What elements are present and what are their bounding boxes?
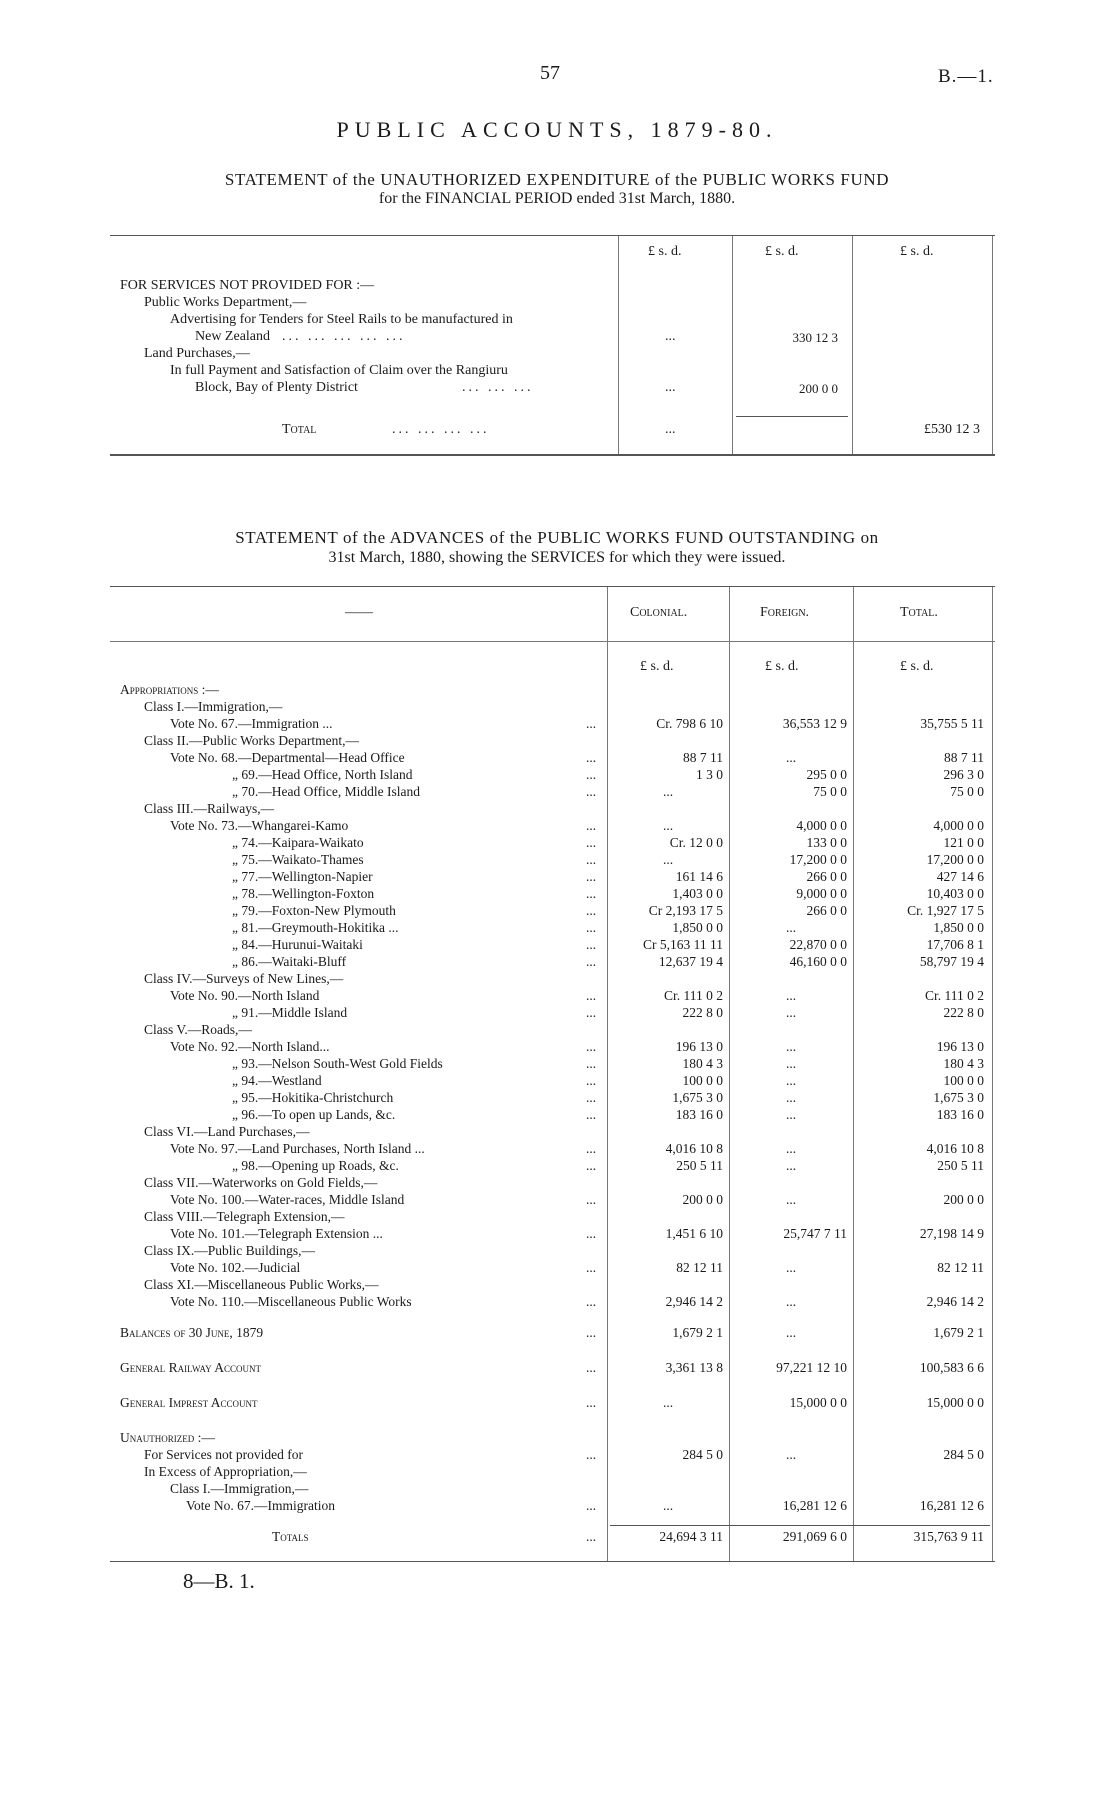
total-amount: 121 0 0	[943, 835, 984, 850]
section-label: FOR SERVICES NOT PROVIDED FOR :—	[120, 278, 375, 293]
leader-dots: ...	[586, 1192, 597, 1207]
colonial-amount: 284 5 0	[682, 1447, 723, 1462]
colonial-amount: 1,679 2 1	[672, 1325, 723, 1340]
advances-outstanding-table	[110, 586, 995, 1562]
leader-dots: ...	[586, 869, 597, 884]
lsd-header-colonial: £ s. d.	[640, 659, 674, 674]
land-label: Land Purchases,—	[144, 346, 250, 361]
col-header-1: £ s. d.	[648, 244, 682, 259]
foreign-amount: ...	[785, 1141, 797, 1156]
leader-dots: ...	[586, 903, 597, 918]
colonial-amount: 222 8 0	[682, 1005, 723, 1020]
leader-dots: ...	[586, 1158, 597, 1173]
ellipsis: ...	[665, 380, 676, 395]
row-label: „ 75.—Waikato-Thames	[232, 852, 364, 867]
foreign-amount: ...	[785, 1039, 797, 1054]
lsd-header-total: £ s. d.	[900, 659, 934, 674]
row-label: Vote No. 67.—Immigration ...	[170, 716, 333, 731]
row-label: Class XI.—Miscellaneous Public Works,—	[144, 1277, 379, 1292]
ellipsis: ...	[665, 329, 676, 344]
leader-dots: ...	[586, 784, 597, 799]
foreign-amount: 266 0 0	[806, 869, 847, 884]
total-amount: 196 13 0	[936, 1039, 984, 1054]
page-number: 57	[540, 62, 560, 84]
statement1-subtitle: for the FINANCIAL PERIOD ended 31st March, 1880.	[378, 190, 736, 207]
total-amount: 315,763 9 11	[913, 1529, 984, 1544]
foreign-amount: 4,000 0 0	[796, 818, 847, 833]
lsd-header-foreign: £ s. d.	[765, 659, 799, 674]
colonial-amount: ...	[662, 1395, 674, 1410]
row-label: „ 93.—Nelson South-West Gold Fields	[232, 1056, 443, 1071]
colonial-amount: 24,694 3 11	[659, 1529, 723, 1544]
colonial-amount: 161 14 6	[675, 869, 723, 884]
total-amount: £530 12 3	[924, 422, 980, 437]
colonial-amount: ...	[662, 784, 674, 799]
total-amount: 15,000 0 0	[926, 1395, 984, 1410]
leader-dots: ...	[586, 1260, 597, 1275]
col-header-total: Total.	[900, 605, 938, 620]
total-amount: 1,850 0 0	[933, 920, 984, 935]
foreign-amount: 25,747 7 11	[783, 1226, 847, 1241]
total-amount: 16,281 12 6	[919, 1498, 984, 1513]
colonial-amount: Cr 2,193 17 5	[648, 903, 723, 918]
col-header-description: ——	[345, 605, 373, 620]
foreign-amount: ...	[785, 1056, 797, 1071]
leader-dots: ...	[586, 767, 597, 782]
leader-dots: ...	[586, 1005, 597, 1020]
total-amount: 35,755 5 11	[920, 716, 984, 731]
row-label: Class IX.—Public Buildings,—	[144, 1243, 316, 1258]
leader-dots: ...	[586, 937, 597, 952]
leader-dots: ...	[586, 852, 597, 867]
row-label: Vote No. 102.—Judicial	[170, 1260, 301, 1275]
item2-line1: In full Payment and Satisfaction of Claim over the Rangiuru	[170, 363, 508, 378]
colonial-amount: Cr. 12 0 0	[669, 835, 723, 850]
row-label: „ 84.—Hurunui-Waitaki	[232, 937, 363, 952]
row-label: „ 77.—Wellington-Napier	[232, 869, 373, 884]
total-amount: 4,000 0 0	[933, 818, 984, 833]
leader-dots: ...	[586, 1039, 597, 1054]
foreign-amount: ...	[785, 1073, 797, 1088]
total-amount: 10,403 0 0	[926, 886, 984, 901]
total-amount: 75 0 0	[950, 784, 984, 799]
foreign-amount: ...	[785, 1192, 797, 1207]
row-label: Vote No. 101.—Telegraph Extension ...	[170, 1226, 383, 1241]
total-amount: 2,946 14 2	[926, 1294, 984, 1309]
foreign-amount: 295 0 0	[806, 767, 847, 782]
row-label: Vote No. 100.—Water-races, Middle Island	[170, 1192, 405, 1207]
foreign-amount: ...	[785, 1325, 797, 1340]
leader-dots: ...	[586, 954, 597, 969]
row-label: General Imprest Account	[120, 1395, 258, 1410]
total-amount: 1,679 2 1	[933, 1325, 984, 1340]
item1-amount: 330 12 3	[792, 330, 838, 345]
foreign-amount: 291,069 6 0	[782, 1529, 847, 1544]
leader-dots: ...	[586, 716, 597, 731]
leader-dots: ... ... ... ...	[392, 422, 490, 437]
colonial-amount: Cr 5,163 11 11	[643, 937, 723, 952]
department-label: Public Works Department,—	[144, 295, 307, 310]
foreign-amount: ...	[785, 920, 797, 935]
row-label: Totals	[272, 1529, 309, 1544]
colonial-amount: 196 13 0	[675, 1039, 723, 1054]
foreign-amount: 17,200 0 0	[789, 852, 847, 867]
leader-dots: ...	[586, 920, 597, 935]
row-label: „ 78.—Wellington-Foxton	[232, 886, 375, 901]
foreign-amount: 36,553 12 9	[782, 716, 847, 731]
total-amount: 427 14 6	[936, 869, 984, 884]
leader-dots: ...	[586, 750, 597, 765]
col-header-2: £ s. d.	[765, 244, 799, 259]
row-label: „ 81.—Greymouth-Hokitika ...	[232, 920, 399, 935]
total-amount: 296 3 0	[943, 767, 984, 782]
leader-dots: ...	[586, 835, 597, 850]
total-amount: 284 5 0	[943, 1447, 984, 1462]
page-heading: PUBLIC ACCOUNTS, 1879-80.	[336, 117, 778, 142]
item1-line2: New Zealand	[195, 329, 271, 344]
colonial-amount: 183 16 0	[675, 1107, 723, 1122]
row-label: Class IV.—Surveys of New Lines,—	[144, 971, 344, 986]
total-amount: 88 7 11	[944, 750, 984, 765]
leader-dots: ...	[586, 1529, 597, 1544]
leader-dots: ...	[586, 1073, 597, 1088]
row-label: „ 96.—To open up Lands, &c.	[232, 1107, 396, 1122]
row-label: Unauthorized :—	[120, 1430, 215, 1445]
colonial-amount: 82 12 11	[676, 1260, 723, 1275]
row-label: Class I.—Immigration,—	[144, 699, 283, 714]
ellipsis: ...	[665, 422, 676, 437]
total-amount: 17,200 0 0	[926, 852, 984, 867]
foreign-amount: 9,000 0 0	[796, 886, 847, 901]
row-label: Vote No. 73.—Whangarei-Kamo	[170, 818, 349, 833]
leader-dots: ...	[586, 1498, 597, 1513]
colonial-amount: 1,451 6 10	[665, 1226, 723, 1241]
row-label: „ 94.—Westland	[232, 1073, 322, 1088]
colonial-amount: 3,361 13 8	[665, 1360, 723, 1375]
leader-dots: ...	[586, 1325, 597, 1340]
row-label: Class VIII.—Telegraph Extension,—	[144, 1209, 345, 1224]
foreign-amount: 16,281 12 6	[782, 1498, 847, 1513]
colonial-amount: 2,946 14 2	[665, 1294, 723, 1309]
foreign-amount: ...	[785, 1294, 797, 1309]
colonial-amount: 1,675 3 0	[672, 1090, 723, 1105]
colonial-amount: 1,403 0 0	[672, 886, 723, 901]
foreign-amount: 46,160 0 0	[789, 954, 847, 969]
foreign-amount: ...	[785, 1158, 797, 1173]
col-header-3: £ s. d.	[900, 244, 934, 259]
leader-dots: ...	[586, 1090, 597, 1105]
total-amount: 82 12 11	[937, 1260, 984, 1275]
foreign-amount: 22,870 0 0	[789, 937, 847, 952]
row-label: For Services not provided for	[144, 1447, 303, 1462]
foreign-amount: ...	[785, 1090, 797, 1105]
row-label: „ 98.—Opening up Roads, &c.	[232, 1158, 399, 1173]
leader-dots: ...	[586, 1226, 597, 1241]
total-amount: 183 16 0	[936, 1107, 984, 1122]
col-header-foreign: Foreign.	[760, 605, 810, 620]
leader-dots: ...	[586, 988, 597, 1003]
total-amount: 180 4 3	[943, 1056, 984, 1071]
colonial-amount: ...	[662, 1498, 674, 1513]
row-label: Vote No. 67.—Immigration	[186, 1498, 335, 1513]
row-label: Vote No. 68.—Departmental—Head Office	[170, 750, 405, 765]
row-label: „ 95.—Hokitika-Christchurch	[232, 1090, 394, 1105]
row-label: Vote No. 90.—North Island	[170, 988, 320, 1003]
foreign-amount: 266 0 0	[806, 903, 847, 918]
row-label: Vote No. 97.—Land Purchases, North Island ...	[170, 1141, 425, 1156]
row-label: „ 91.—Middle Island	[232, 1005, 348, 1020]
row-label: Vote No. 92.—North Island...	[170, 1039, 330, 1054]
row-label: Class III.—Railways,—	[144, 801, 275, 816]
leader-dots: ...	[586, 1447, 597, 1462]
total-amount: Cr. 1,927 17 5	[907, 903, 984, 918]
row-label: Appropriations :—	[120, 682, 219, 697]
foreign-amount: ...	[785, 1260, 797, 1275]
colonial-amount: 200 0 0	[682, 1192, 723, 1207]
unauthorized-expenditure-table	[110, 235, 995, 456]
colonial-amount: Cr. 798 6 10	[656, 716, 723, 731]
total-amount: 222 8 0	[943, 1005, 984, 1020]
colonial-amount: 88 7 11	[683, 750, 723, 765]
leader-dots: ...	[586, 1141, 597, 1156]
total-amount: Cr. 111 0 2	[924, 988, 984, 1003]
leader-dots: ...	[586, 1107, 597, 1122]
row-label: In Excess of Appropriation,—	[144, 1464, 307, 1479]
row-label: Class VI.—Land Purchases,—	[144, 1124, 310, 1139]
total-amount: 250 5 11	[937, 1158, 984, 1173]
foreign-amount: 15,000 0 0	[789, 1395, 847, 1410]
colonial-amount: Cr. 111 0 2	[663, 988, 723, 1003]
leader-dots: ... ... ...	[462, 380, 534, 395]
foreign-amount: ...	[785, 1005, 797, 1020]
item2-line2: Block, Bay of Plenty District	[195, 380, 358, 395]
footer-ref: 8—B. 1.	[183, 1569, 255, 1593]
total-amount: 200 0 0	[943, 1192, 984, 1207]
foreign-amount: ...	[785, 1107, 797, 1122]
row-label: General Railway Account	[120, 1360, 262, 1375]
total-amount: 27,198 14 9	[919, 1226, 984, 1241]
statement2-title: STATEMENT of the ADVANCES of the PUBLIC WORKS FUND OUTSTANDING on	[235, 528, 879, 547]
total-amount: 4,016 10 8	[926, 1141, 984, 1156]
leader-dots: ...	[586, 1395, 597, 1410]
foreign-amount: ...	[785, 988, 797, 1003]
row-label: Balances of 30 June, 1879	[120, 1325, 264, 1340]
total-amount: 100,583 6 6	[919, 1360, 984, 1375]
row-label: Class VII.—Waterworks on Gold Fields,—	[144, 1175, 378, 1190]
leader-dots: ...	[586, 1056, 597, 1071]
colonial-amount: 12,637 19 4	[658, 954, 723, 969]
row-label: „ 86.—Waitaki-Bluff	[232, 954, 347, 969]
leader-dots: ...	[586, 818, 597, 833]
row-label: Class I.—Immigration,—	[170, 1481, 309, 1496]
colonial-amount: 180 4 3	[682, 1056, 723, 1071]
row-label: „ 79.—Foxton-New Plymouth	[232, 903, 396, 918]
colonial-amount: 1,850 0 0	[672, 920, 723, 935]
row-label: „ 74.—Kaipara-Waikato	[232, 835, 364, 850]
foreign-amount: 133 0 0	[806, 835, 847, 850]
total-label: Total	[282, 422, 317, 437]
foreign-amount: ...	[785, 1447, 797, 1462]
colonial-amount: 4,016 10 8	[665, 1141, 723, 1156]
row-label: Class V.—Roads,—	[144, 1022, 252, 1037]
leader-dots: ...	[586, 1360, 597, 1375]
row-label: Class II.—Public Works Department,—	[144, 733, 360, 748]
leader-dots: ...	[586, 1294, 597, 1309]
colonial-amount: ...	[662, 818, 674, 833]
leader-dots: ...	[586, 886, 597, 901]
item2-amount: 200 0 0	[799, 381, 838, 396]
statement1-title: STATEMENT of the UNAUTHORIZED EXPENDITURE of the PUBLIC WORKS FUND	[224, 170, 890, 189]
colonial-amount: 100 0 0	[682, 1073, 723, 1088]
statement2-subtitle: 31st March, 1880, showing the SERVICES for which they were issued.	[328, 549, 786, 566]
total-amount: 58,797 19 4	[919, 954, 984, 969]
total-amount: 1,675 3 0	[933, 1090, 984, 1105]
colonial-amount: ...	[662, 852, 674, 867]
row-label: „ 70.—Head Office, Middle Island	[232, 784, 420, 799]
item1-line1: Advertising for Tenders for Steel Rails to be manufactured in	[170, 312, 513, 327]
foreign-amount: ...	[785, 750, 797, 765]
leader-dots: ... ... ... ... ...	[282, 329, 406, 344]
total-amount: 100 0 0	[943, 1073, 984, 1088]
colonial-amount: 1 3 0	[696, 767, 723, 782]
row-label: „ 69.—Head Office, North Island	[232, 767, 413, 782]
foreign-amount: 75 0 0	[813, 784, 847, 799]
row-label: Vote No. 110.—Miscellaneous Public Works	[170, 1294, 412, 1309]
col-header-colonial: Colonial.	[630, 605, 688, 620]
document-reference: B.—1.	[938, 66, 994, 87]
foreign-amount: 97,221 12 10	[776, 1360, 847, 1375]
total-amount: 17,706 8 1	[926, 937, 984, 952]
colonial-amount: 250 5 11	[676, 1158, 723, 1173]
